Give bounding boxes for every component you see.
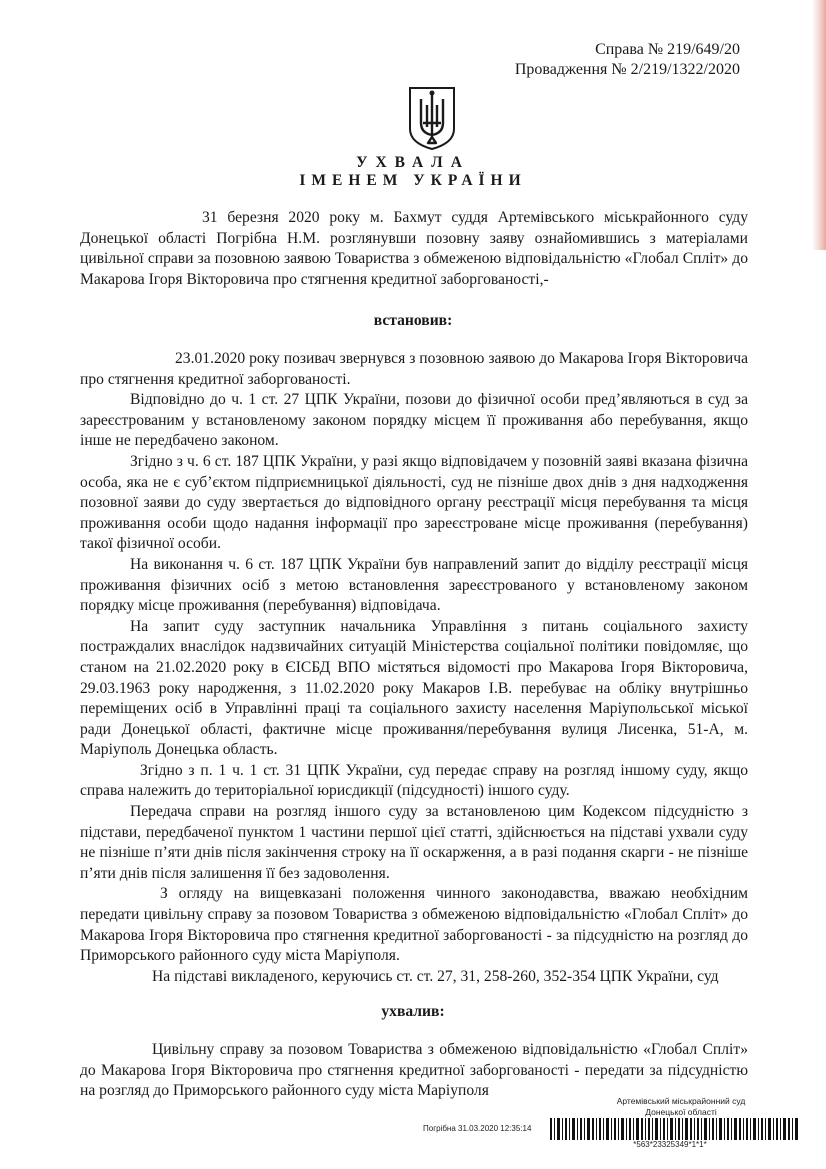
barcode-number: *563*23325349*1*1* xyxy=(633,1140,707,1149)
intro-paragraph: 31 березня 2020 року м. Бахмут суддя Артемівського міськрайонного суду Донецької області Погрібна Н.М. розглянувши позовну заяву ознайомившись з матеріалами цивільної справи за позовною заявою Товариства з обмеженою відповідальністю «Глобал Спліт» до Макарова Ігоря Вікторовича про стягнення кредитної заборгованості,- xyxy=(80,209,748,288)
resolved-label: ухвалив: xyxy=(381,1003,445,1020)
paragraph: На виконання ч. 6 ст. 187 ЦПК України був направлений запит до відділу реєстрації місця проживання фізичних осіб з метою встановлення зареєстрованого у встановленому законом порядку місце проживання (перебування) відповідача. xyxy=(80,555,748,615)
paragraph: 23.01.2020 року позивач звернувся з позовною заявою до Макарова Ігоря Вікторовича про стягнення кредитної заборгованості. xyxy=(80,350,748,388)
paragraph: Згідно з ч. 6 ст. 187 ЦПК України, у разі якщо відповідачем у позовній заяві вказана фізична особа, яка не є суб’єктом підприємницької діяльності, суд не пізніше двох днів з дня надходження позовної заяви до суду звертається до відповідного органу реєстрації місця перебування та місця проживання особи щодо надання інформації про зареєстроване місце проживання (перебування) такої фізичної особи. xyxy=(80,452,748,553)
paragraph: Відповідно до ч. 1 ст. 27 ЦПК України, позови до фізичної особи пред’являються в суд за зареєстрованим у встановленому законом порядку місцем її проживання або перебування, якщо інше не передбачено законом. xyxy=(80,391,748,450)
court-stamp: Артемівський міськрайонний суд Донецької області xyxy=(596,1096,766,1118)
barcode-icon xyxy=(550,1118,798,1140)
document-title: УХВАЛА xyxy=(356,154,470,171)
established-label: встановив: xyxy=(373,312,453,329)
paragraph: Передача справи на розгляд іншого суду за встановленою цим Кодексом підсудністю з підстави, передбаченої пунктом 1 частини першої цієї статті, здійснюється на підставі ухвали суду не пізніше п’яти днів після закінчення строку на її оскарження, а в разі подання скарги - не пізніше п’яти днів після залишення її без задоволення. xyxy=(80,803,748,882)
case-number: Справа № 219/649/20 xyxy=(595,41,740,58)
proceeding-number: Провадження № 2/219/1322/2020 xyxy=(514,61,740,78)
document-subtitle: ІМЕНЕМ УКРАЇНИ xyxy=(299,172,527,189)
signature-meta: Погрібна 31.03.2020 12:35:14 xyxy=(423,1124,532,1133)
paragraph: Згідно з п. 1 ч. 1 ст. 31 ЦПК України, суд передає справу на розгляд іншому суду, якщо справа належить до територіальної юрисдикції (підсудності) іншого суду. xyxy=(80,761,748,800)
paragraph: З огляду на вищевказані положення чинного законодавства, вважаю необхідним передати цивільну справу за позовом Товариства з обмеженою відповідальністю «Глобал Спліт» до Макарова Ігоря Вікторовича про стягнення кредитної заборгованості - за підсудністю на розгляд до Приморського районного суду міста Маріуполя. xyxy=(80,885,748,965)
established-section xyxy=(80,349,748,987)
coat-of-arms-icon xyxy=(407,85,457,151)
paragraph: На запит суду заступник начальника Управління з питань соціального захисту постраждалих внаслідок надзвичайних ситуацій Міністерства соціальної політики повідомляє, що станом на 21.02.2020 року в ЄІСБД ВПО містяться відомості про Макарова Ігоря Вікторовича, 29.03.1963 року народження, з 11.02.2020 року Макаров І.В. перебуває на обліку внутрішньо переміщених осіб в Управлінні праці та соціального захисту населення Маріупольської міської ради Донецької області, фактичне місце проживання/перебування вулиця Лисенка, 51-А, м. Маріуполь Донецька область. xyxy=(80,617,748,759)
resolution-paragraph: Цивільну справу за позовом Товариства з обмеженою відповідальністю «Глобал Спліт» до Макарова Ігоря Вікторовича про стягнення кредитної заборгованості - передати за підсудністю на розгляд до Приморського районного суду міста Маріуполя xyxy=(80,1041,748,1100)
scan-edge xyxy=(812,0,826,250)
paragraph: На підставі викладеного, керуючись ст. ст. 27, 31, 258-260, 352-354 ЦПК України, суд xyxy=(152,967,719,985)
